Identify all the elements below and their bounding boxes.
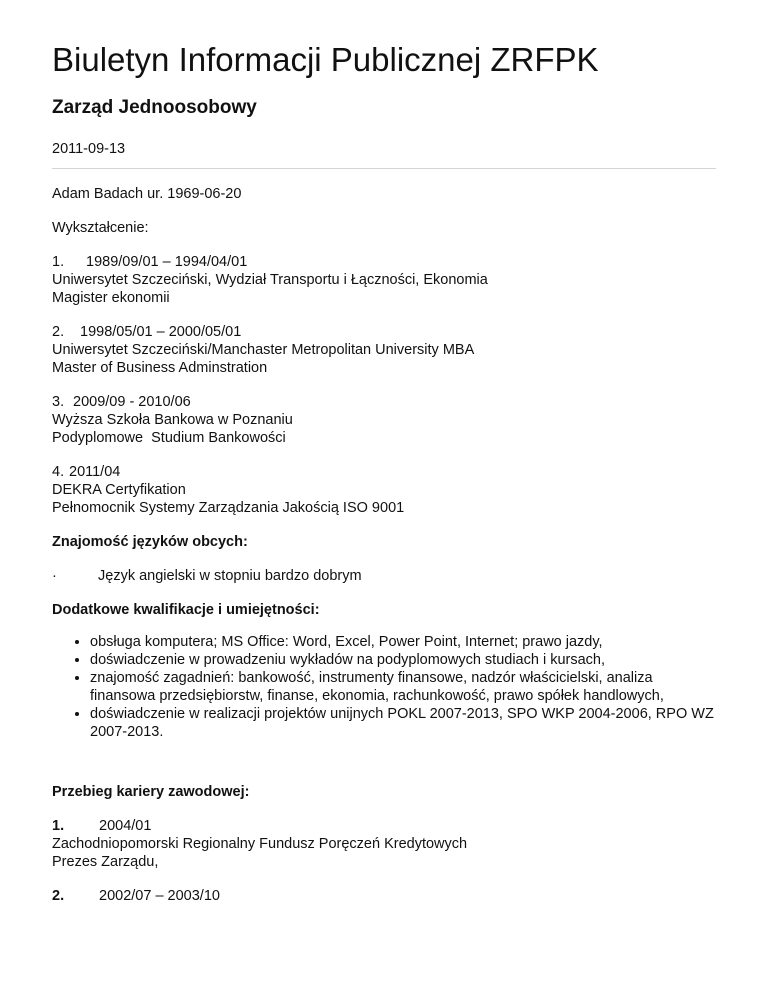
list-item: • obsługa komputera; MS Office: Word, Excel, Power Point, Internet; prawo jazdy,	[90, 633, 716, 651]
entry-institution: Uniwersytet Szczeciński, Wydział Transportu i Łączności, Ekonomia	[52, 272, 488, 288]
entry-number: 2.	[52, 888, 65, 904]
entry-degree: Master of Business Adminstration	[52, 360, 268, 376]
entry-period: 2009/09 - 2010/06	[73, 394, 191, 410]
skills-list	[52, 633, 716, 741]
entry-degree: Magister ekonomii	[52, 290, 170, 306]
entry-institution: DEKRA Certyfikation	[52, 482, 186, 498]
entry-period: 1998/05/01 – 2000/05/01	[80, 324, 242, 340]
career-heading: Przebieg kariery zawodowej:	[52, 784, 250, 800]
languages-heading: Znajomość języków obcych:	[52, 534, 248, 550]
entry-period: 1989/09/01 – 1994/04/01	[86, 254, 248, 270]
career-entry-1	[52, 817, 716, 871]
education-entry-4	[52, 463, 716, 517]
education-entry-3	[52, 393, 716, 447]
education-label: Wykształcenie:	[52, 220, 149, 236]
entry-period: 2011/04	[69, 464, 121, 480]
publication-date: 2011-09-13	[52, 141, 126, 157]
career-entry-2	[52, 887, 716, 905]
entry-number: 1.	[52, 254, 65, 270]
list-item: • znajomość zagadnień: bankowość, instrumenty finansowe, nadzór właścicielski, analiza finansowa przedsiębiorstw, finanse, ekonomia, rachunkowość, prawo spółek handlowych,	[90, 669, 716, 705]
entry-number: 1.	[52, 818, 65, 834]
person-name-line: Adam Badach ur. 1969-06-20	[52, 186, 242, 202]
section-title: Zarząd Jednoosobowy	[52, 97, 257, 118]
education-entry-1	[52, 253, 716, 307]
entry-number: 3.	[52, 394, 65, 410]
skills-heading: Dodatkowe kwalifikacje i umiejętności:	[52, 602, 320, 618]
bullet-dot-icon: ·	[52, 568, 57, 584]
entry-number: 4.	[52, 464, 65, 480]
entry-degree: Pełnomocnik Systemy Zarządzania Jakością ISO 9001	[52, 500, 405, 516]
divider	[52, 168, 716, 169]
language-text: Język angielski w stopniu bardzo dobrym	[98, 568, 362, 584]
language-item	[52, 567, 716, 585]
list-item: • doświadczenie w prowadzeniu wykładów na podyplomowych studiach i kursach,	[90, 651, 716, 669]
site-title: Biuletyn Informacji Publicznej ZRFPK	[52, 41, 599, 78]
list-item: • doświadczenie w realizacji projektów unijnych POKL 2007-2013, SPO WKP 2004-2006, RPO WZ 2007-2013.	[90, 705, 716, 741]
entry-position: Prezes Zarządu,	[52, 854, 159, 870]
education-entry-2	[52, 323, 716, 377]
entry-institution: Uniwersytet Szczeciński/Manchaster Metropolitan University MBA	[52, 342, 475, 358]
entry-employer: Zachodniopomorski Regionalny Fundusz Poręczeń Kredytowych	[52, 836, 468, 852]
entry-number: 2.	[52, 324, 65, 340]
entry-degree: Podyplomowe Studium Bankowości	[52, 430, 286, 446]
entry-period: 2002/07 – 2003/10	[99, 888, 220, 904]
entry-institution: Wyższa Szkoła Bankowa w Poznaniu	[52, 412, 293, 428]
entry-period: 2004/01	[99, 818, 152, 834]
